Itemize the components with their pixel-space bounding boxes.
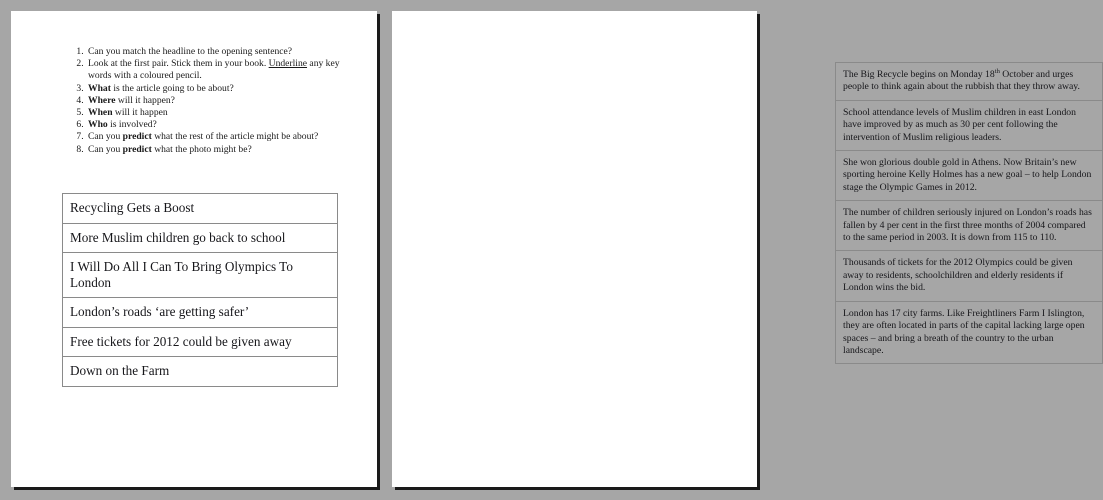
text-run: School attendance levels of Muslim children in east London have improved by as much as 30 per cent following the intervention of Muslim religious leaders.: [843, 106, 1076, 143]
headlines-table-body: [63, 194, 338, 387]
headline-cell-6: Down on the Farm: [63, 357, 338, 387]
opening-sentence-cell-1: [836, 63, 1103, 101]
text-run: Underline: [268, 58, 308, 70]
instructions-list: [68, 46, 354, 156]
text-run: Can you: [88, 131, 123, 143]
text-run: is the article going to be about?: [110, 82, 234, 94]
headline-cell-1: Recycling Gets a Boost: [63, 194, 338, 224]
opening-sentence-cell-4: [836, 201, 1103, 251]
text-run: Thousands of tickets for the 2012 Olympics could be given away to residents, schoolchildren and elderly residents if London wins the bid.: [843, 257, 1073, 294]
opening-sentences-table: [835, 62, 1103, 364]
text-run: what the rest of the article might be about?: [151, 131, 319, 143]
headline-row: [63, 223, 338, 253]
instruction-item-7: [86, 131, 354, 143]
worksheet-page-left: [11, 11, 377, 487]
text-run: October and urges people to think again about the rubbish that they throw away.: [843, 69, 1080, 93]
instruction-item-2: [86, 58, 354, 82]
headline-row: [63, 253, 338, 298]
headline-cell-2: More Muslim children go back to school: [63, 223, 338, 253]
text-run: London has 17 city farms. Like Freightliners Farm I Islington, they are often located in parts of the capital lacking large open spaces – and bring a breath of the country to the urban landscape.: [843, 307, 1085, 356]
text-run: Can you: [88, 143, 123, 155]
text-run: She won glorious double gold in Athens. Now Britain’s new sporting heroine Kelly Holmes has a new goal – to help London stage the Olympic Games in 2012.: [843, 157, 1092, 193]
opening-sentence-cell-6: [836, 301, 1103, 364]
text-run: any key words with a coloured pencil.: [88, 58, 340, 82]
text-run: what the photo might be?: [151, 143, 252, 155]
headlines-table: [62, 193, 338, 387]
instruction-item-3: [86, 83, 354, 95]
text-run: What: [88, 82, 111, 94]
opening-sentence-row: [836, 63, 1103, 101]
text-run: The Big Recycle begins on Monday 18: [843, 69, 995, 80]
text-run: predict: [122, 143, 152, 155]
headline-row: [63, 298, 338, 328]
instruction-item-5: [86, 107, 354, 119]
text-run: Look at the first pair. Stick them in your book.: [88, 58, 269, 70]
text-run: will it happen?: [115, 94, 175, 106]
text-run: When: [88, 107, 113, 119]
text-run: will it happen: [112, 107, 168, 119]
headline-cell-4: London’s roads ‘are getting safer’: [63, 298, 338, 328]
headline-cell-5: Free tickets for 2012 could be given away: [63, 327, 338, 357]
opening-sentence-row: [836, 251, 1103, 301]
instruction-item-4: [86, 95, 354, 107]
instruction-item-6: [86, 119, 354, 131]
opening-sentence-row: [836, 100, 1103, 150]
opening-sentences-table-body: [836, 63, 1103, 364]
text-run: is involved?: [107, 119, 157, 131]
text-run: The number of children seriously injured on London’s roads has fallen by 4 per cent in the first three months of 2004 compared to the same period in 2003. It is down from 115 to 110.: [843, 207, 1092, 244]
opening-sentence-cell-2: [836, 100, 1103, 150]
opening-sentence-cell-3: [836, 151, 1103, 201]
text-run: Who: [88, 119, 108, 131]
instruction-item-1: [86, 46, 354, 58]
headline-cell-3: I Will Do All I Can To Bring Olympics To London: [63, 253, 338, 298]
worksheet-page-right: [392, 11, 1092, 487]
headline-row: [63, 194, 338, 224]
opening-sentence-row: [836, 151, 1103, 201]
text-run: predict: [122, 131, 152, 143]
opening-sentence-row: [836, 201, 1103, 251]
instruction-item-8: [86, 144, 354, 156]
text-run: th: [994, 67, 1000, 75]
text-run: Where: [88, 94, 116, 106]
opening-sentence-cell-5: [836, 251, 1103, 301]
headline-row: [63, 357, 338, 387]
text-run: Can you match the headline to the opening sentence?: [88, 46, 293, 57]
headline-row: [63, 327, 338, 357]
opening-sentence-row: [836, 301, 1103, 364]
